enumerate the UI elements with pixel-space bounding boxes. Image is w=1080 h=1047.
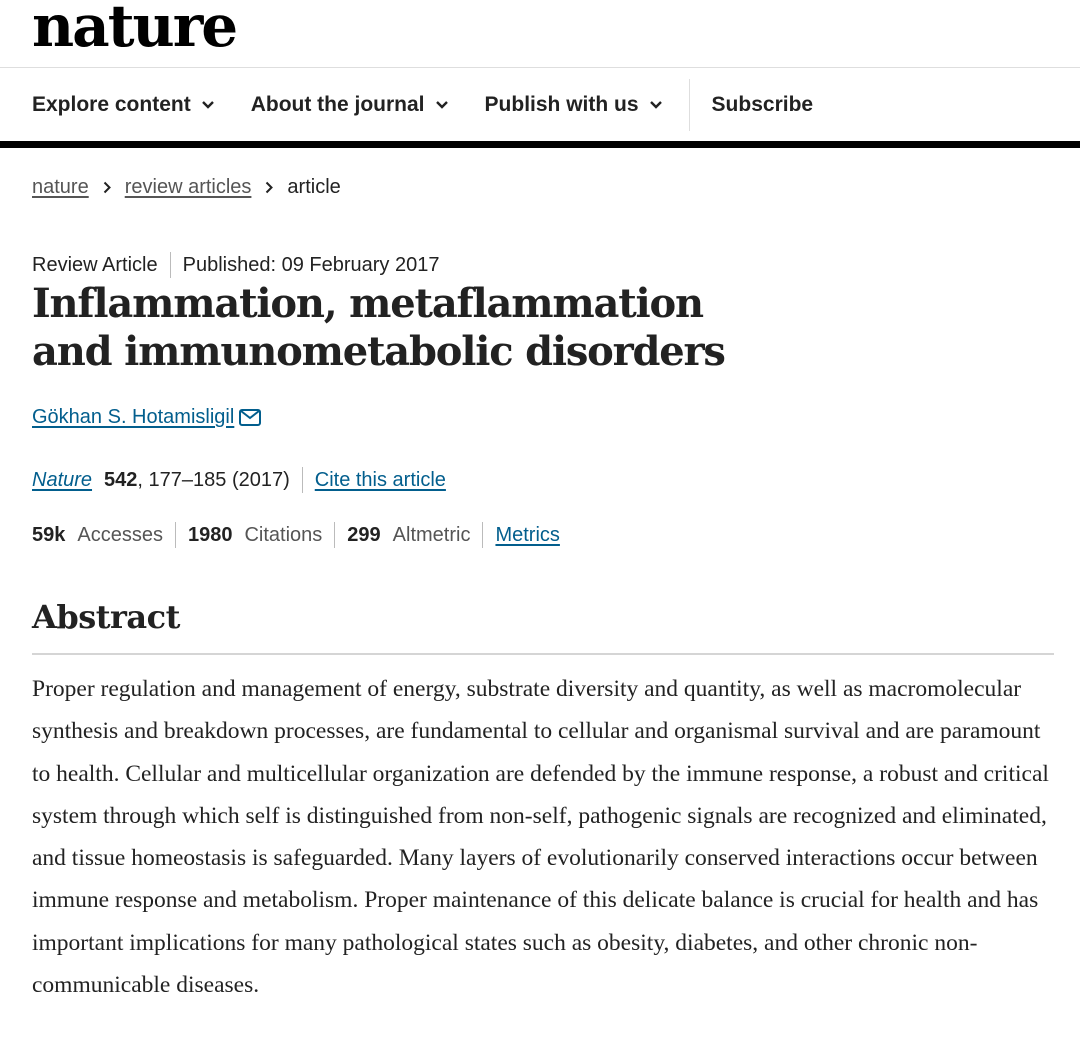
chevron-down-icon	[435, 100, 449, 110]
pages-year: , 177–185 (2017)	[137, 468, 290, 491]
altmetric-count: 299	[347, 523, 381, 546]
chevron-right-icon	[103, 181, 111, 194]
breadcrumb	[32, 176, 341, 199]
site-header	[0, 0, 1080, 68]
citation-line	[32, 467, 446, 493]
nav-about-journal-label: About the journal	[250, 92, 425, 116]
divider	[482, 522, 483, 548]
divider	[175, 522, 176, 548]
article-title: Inflammation, metaflammation and immunometabolic disorders	[32, 280, 725, 375]
nav-divider	[689, 79, 690, 131]
altmetric-label: Altmetric	[392, 523, 471, 546]
abstract-divider	[32, 653, 1054, 655]
author-line	[32, 406, 261, 429]
nature-logo[interactable]: nature	[32, 0, 237, 60]
journal-link[interactable]: Nature	[32, 468, 93, 491]
accesses-count: 59k	[32, 523, 66, 546]
citations-label: Citations	[244, 523, 323, 546]
nav-about-journal[interactable]	[251, 93, 449, 117]
breadcrumb-nature[interactable]: nature	[32, 176, 89, 198]
divider	[302, 467, 303, 493]
divider	[170, 252, 171, 278]
mail-icon[interactable]	[239, 409, 261, 426]
nav-explore-content-label: Explore content	[32, 92, 191, 116]
citations-count: 1980	[187, 523, 233, 546]
metrics-link[interactable]: Metrics	[495, 523, 560, 546]
volume: 542	[104, 468, 138, 491]
breadcrumb-current: article	[287, 176, 341, 198]
article-type: Review Article	[32, 253, 158, 276]
divider	[334, 522, 335, 548]
author-link[interactable]: Gökhan S. Hotamisligil	[32, 406, 235, 428]
abstract-text: Proper regulation and management of energy, substrate diversity and quantity, as well as macromolecular synthesis and breakdown processes, are fundamental to cellular and organismal survival and are paramount to health. Cellular and multicellular organization are defended by the immune response, a robust and critical system through which self is distinguished from non-self, pathogenic signals are recognized and eliminated, and tissue homeostasis is safeguarded. Many layers of evolutionarily conserved interactions occur between immune response and metabolism. Proper maintenance of this delicate balance is crucial for health and has important implications for many pathological states such as obesity, diabetes, and other chronic non-communicable diseases.	[32, 676, 1049, 999]
subscribe-link[interactable]: Subscribe	[711, 92, 814, 116]
breadcrumb-review-articles[interactable]: review articles	[124, 176, 252, 198]
chevron-down-icon	[649, 100, 663, 110]
main-nav	[0, 68, 1080, 148]
article-meta	[32, 252, 439, 278]
article-metrics	[32, 522, 560, 548]
accesses-label: Accesses	[77, 523, 163, 546]
nav-explore-content[interactable]	[32, 93, 215, 117]
chevron-down-icon	[201, 100, 215, 110]
nav-publish-with-us[interactable]	[485, 93, 663, 117]
chevron-right-icon	[265, 181, 273, 194]
published-date: Published: 09 February 2017	[182, 253, 440, 276]
nav-publish-with-us-label: Publish with us	[484, 92, 639, 116]
abstract-heading[interactable]: Abstract	[32, 598, 180, 636]
cite-article-link[interactable]: Cite this article	[314, 468, 446, 491]
